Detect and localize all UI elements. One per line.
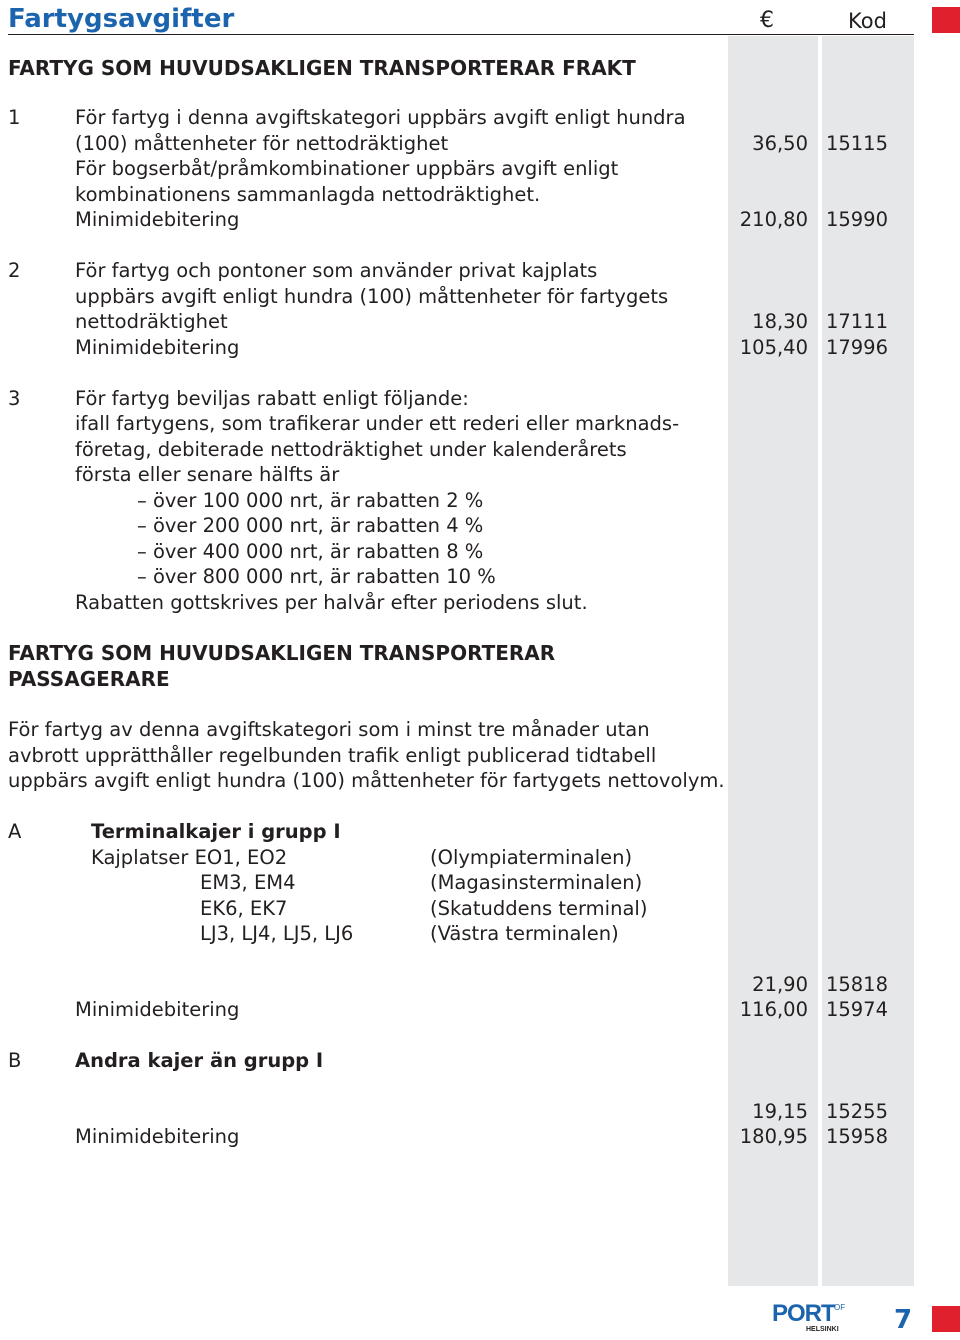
- price-value: 210,80: [739, 208, 808, 231]
- item-text-line: (100) måttenheter för nettodräktighet: [75, 132, 449, 155]
- code-value: 17111: [825, 310, 888, 333]
- item-text-line: ifall fartygens, som trafikerar under ett rederi eller marknads-: [75, 412, 680, 435]
- kod-column-header: Kod: [848, 9, 887, 33]
- logo-city-text: HELSINKI: [806, 1326, 839, 1333]
- price-value: 21,90: [752, 973, 808, 996]
- paragraph-line: uppbärs avgift enligt hundra (100) måttenheter för fartygets nettovolym.: [8, 769, 725, 792]
- port-of-helsinki-logo: [772, 1302, 864, 1336]
- code-value: 15255: [825, 1100, 888, 1123]
- paragraph-line: För fartyg av denna avgiftskategori som i minst tre månader utan: [8, 718, 650, 741]
- item-text-line: första eller senare hälfts är: [75, 463, 340, 486]
- price-value: 18,30: [752, 310, 808, 333]
- discount-line: – över 200 000 nrt, är rabatten 4 %: [137, 514, 484, 537]
- berth-list: EK6, EK7: [200, 897, 288, 920]
- discount-line: – över 800 000 nrt, är rabatten 10 %: [137, 565, 496, 588]
- code-value: 15818: [825, 973, 888, 996]
- group-letter: A: [8, 820, 22, 843]
- page-title: Fartygsavgifter: [8, 4, 235, 34]
- terminal-name: (Västra terminalen): [430, 922, 619, 945]
- euro-column-header: €: [760, 8, 774, 33]
- item-text-line: Rabatten gottskrives per halvår efter periodens slut.: [75, 591, 588, 614]
- code-value: 15974: [825, 998, 888, 1021]
- code-value: 15115: [825, 132, 888, 155]
- corner-marker-bottom: [932, 1306, 960, 1332]
- code-value: 17996: [825, 336, 888, 359]
- item-text-line: Minimidebitering: [75, 336, 240, 359]
- item-number: 2: [8, 259, 21, 282]
- logo-of-text: OF: [834, 1303, 846, 1312]
- terminal-name: (Magasinsterminalen): [430, 871, 643, 894]
- logo-port-text: PORT: [772, 1300, 835, 1327]
- section-heading-passagerare-line2: PASSAGERARE: [8, 667, 170, 691]
- price-value: 19,15: [752, 1100, 808, 1123]
- item-text-line: För fartyg och pontoner som använder privat kajplats: [75, 259, 598, 282]
- minimum-label: Minimidebitering: [75, 1125, 240, 1148]
- item-text-line: För fartyg beviljas rabatt enligt följande:: [75, 387, 469, 410]
- price-value: 36,50: [752, 132, 808, 155]
- berth-list: LJ3, LJ4, LJ5, LJ6: [200, 922, 354, 945]
- section-heading-frakt: FARTYG SOM HUVUDSAKLIGEN TRANSPORTERAR FRAKT: [8, 56, 636, 80]
- section-heading-passagerare: FARTYG SOM HUVUDSAKLIGEN TRANSPORTERAR: [8, 641, 556, 665]
- berth-list: EM3, EM4: [200, 871, 296, 894]
- group-letter: B: [8, 1049, 22, 1072]
- item-text-line: uppbärs avgift enligt hundra (100) måttenheter för fartygets: [75, 285, 669, 308]
- berth-list: Kajplatser EO1, EO2: [91, 846, 288, 869]
- item-number: 1: [8, 106, 21, 129]
- paragraph-line: avbrott upprätthåller regelbunden trafik enligt publicerad tidtabell: [8, 744, 657, 767]
- corner-marker-top: [932, 7, 960, 33]
- minimum-label: Minimidebitering: [75, 998, 240, 1021]
- page-number: 7: [894, 1305, 913, 1335]
- item-text-line: Minimidebitering: [75, 208, 240, 231]
- code-value: 15958: [825, 1125, 888, 1148]
- item-text-line: nettodräktighet: [75, 310, 228, 333]
- code-value: 15990: [825, 208, 888, 231]
- discount-line: – över 400 000 nrt, är rabatten 8 %: [137, 540, 484, 563]
- item-text-line: företag, debiterade nettodräktighet under kalenderårets: [75, 438, 627, 461]
- item-text-line: kombinationens sammanlagda nettodräktighet.: [75, 183, 541, 206]
- header-rule: [8, 34, 914, 35]
- item-number: 3: [8, 387, 21, 410]
- terminal-name: (Olympiaterminalen): [430, 846, 633, 869]
- item-text-line: För fartyg i denna avgiftskategori uppbärs avgift enligt hundra: [75, 106, 686, 129]
- terminal-name: (Skatuddens terminal): [430, 897, 648, 920]
- group-title: Andra kajer än grupp I: [75, 1049, 324, 1072]
- discount-line: – över 100 000 nrt, är rabatten 2 %: [137, 489, 484, 512]
- price-value: 116,00: [739, 998, 808, 1021]
- group-title: Terminalkajer i grupp I: [91, 820, 341, 843]
- price-value: 180,95: [739, 1125, 808, 1148]
- item-text-line: För bogserbåt/pråmkombinationer uppbärs avgift enligt: [75, 157, 619, 180]
- price-value: 105,40: [739, 336, 808, 359]
